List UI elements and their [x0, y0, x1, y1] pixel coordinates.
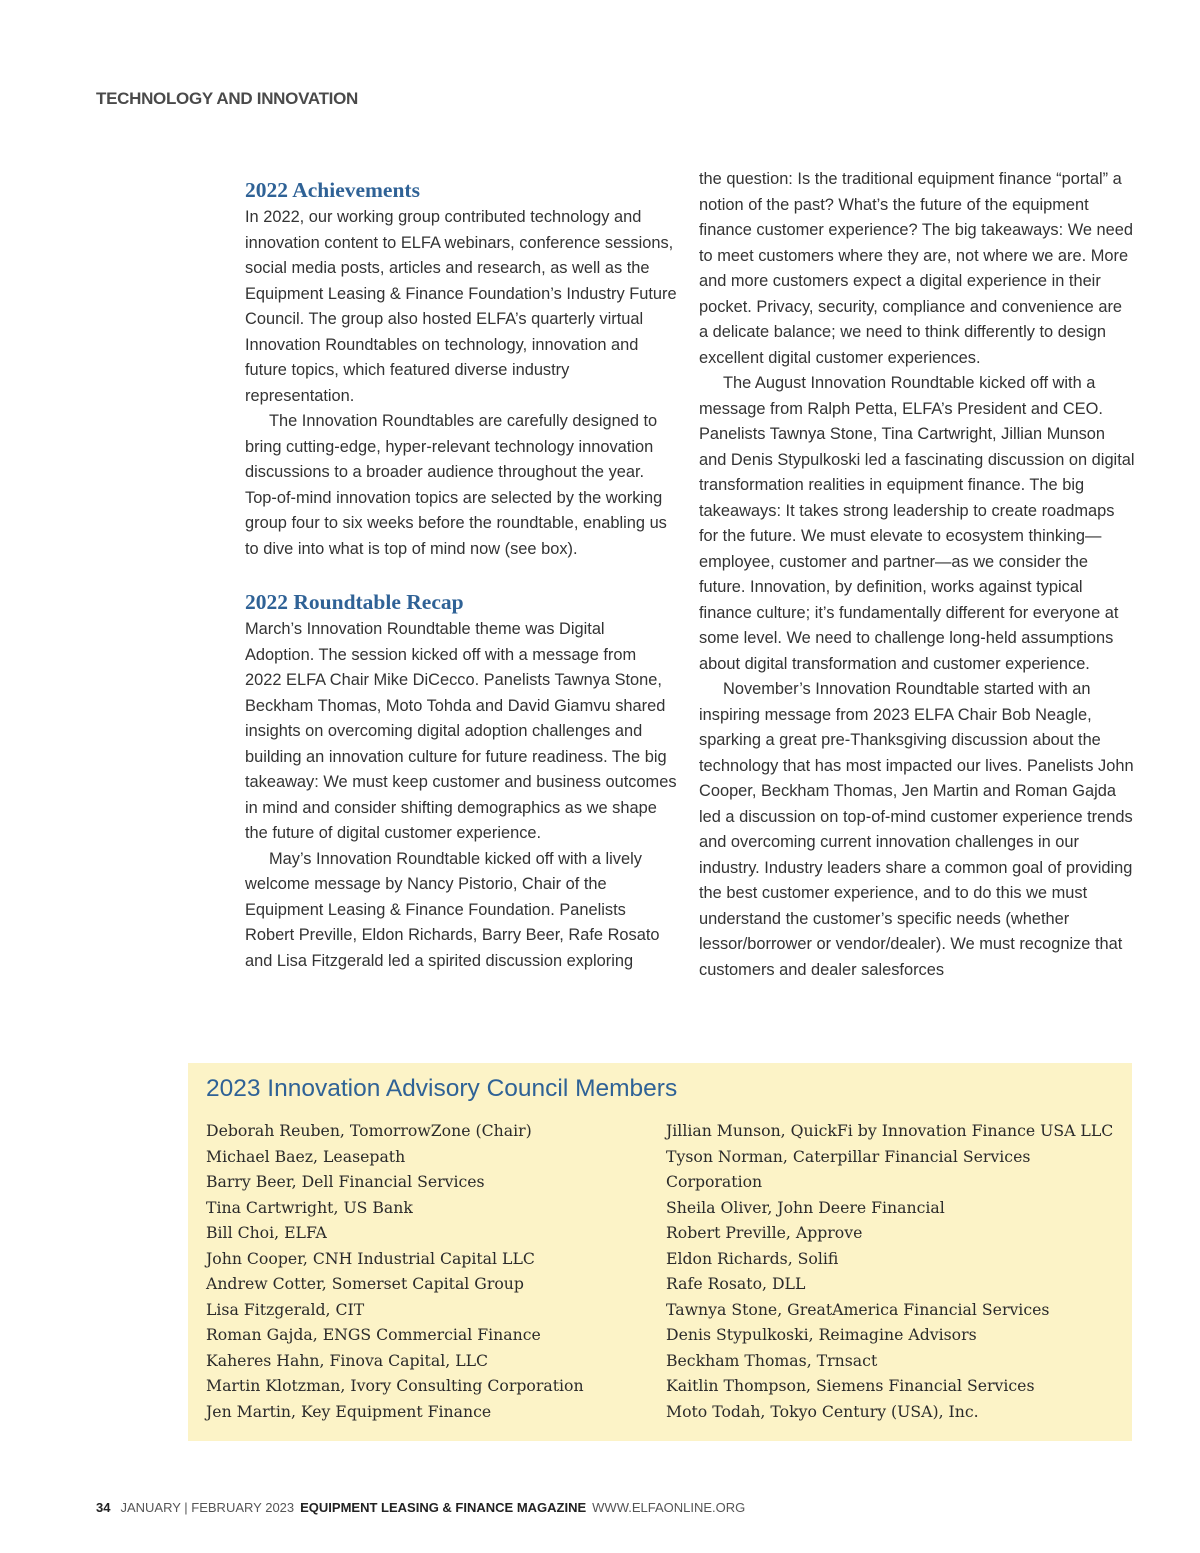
page-footer [96, 1500, 745, 1515]
member-item: Jen Martin, Key Equipment Finance [206, 1401, 492, 1421]
member-item: Beckham Thomas, Trnsact [666, 1350, 878, 1370]
paragraph: November’s Innovation Roundtable started with an inspiring message from 2023 ELFA Chair Bob Neagle, sparking a great pre-Thanksgiving discussion about the technology that has most impacted our lives. Panelists John Cooper, Beckham Thomas, Jen Martin and Roman Gajda led a discussion on top-of-mind customer experience trends and overcoming current innovation challenges in our industry. Industry leaders share a common goal of providing the best customer experience, and to do this we must understand the customer’s specific needs (whether lessor/borrower or vendor/dealer). We must recognize that customers and dealer salesforces [699, 680, 1134, 979]
member-item: Michael Baez, Leasepath [206, 1146, 406, 1166]
member-item: Andrew Cotter, Somerset Capital Group [206, 1274, 524, 1293]
member-item: Lisa Fitzgerald, CIT [206, 1299, 365, 1319]
website-url: WWW.ELFAONLINE.ORG [592, 1500, 746, 1515]
member-item: Moto Todah, Tokyo Century (USA), Inc. [666, 1401, 979, 1421]
paragraph: May’s Innovation Roundtable kicked off with a lively welcome message by Nancy Pistorio, Chair of the Equipment Leasing & Finance Foundation. Panelists Robert Preville, Eldon Richards, Barry Beer, Rafe Rosato and Lisa Fitzgerald led a spirited discussion exploring [245, 849, 660, 970]
member-item: Martin Klotzman, Ivory Consulting Corporation [206, 1376, 584, 1395]
member-item: Rafe Rosato, DLL [666, 1274, 806, 1293]
member-item: Eldon Richards, Solifi [666, 1248, 839, 1268]
article-column-left [245, 175, 677, 974]
member-item: John Cooper, CNH Industrial Capital LLC [206, 1248, 535, 1268]
member-item: Sheila Oliver, John Deere Financial [666, 1197, 945, 1217]
paragraph: March’s Innovation Roundtable theme was Digital Adoption. The session kicked off with a message from 2022 ELFA Chair Mike DiCecco. Panelists Tawnya Stone, Beckham Thomas, Moto Tohda and David Giamvu shared insights on overcoming digital adoption challenges and building an innovation culture for future readiness. The big takeaway: We must keep customer and business outcomes in mind and consider shifting demographics as we shape the future of digital customer experience. [245, 620, 677, 842]
member-item: Roman Gajda, ENGS Commercial Finance [206, 1325, 541, 1344]
member-item: Tyson Norman, Caterpillar Financial Services Corporation [666, 1146, 1031, 1191]
page-number: 34 [96, 1500, 111, 1515]
issue-date: JANUARY | FEBRUARY 2023 [120, 1500, 295, 1515]
magazine-name: EQUIPMENT LEASING & FINANCE MAGAZINE [300, 1500, 587, 1515]
member-item: Kaitlin Thompson, Siemens Financial Services [666, 1376, 1035, 1395]
paragraph: The August Innovation Roundtable kicked off with a message from Ralph Petta, ELFA’s President and CEO. Panelists Tawnya Stone, Tina Cartwright, Jillian Munson and Denis Stypulkoski led a fascinating discussion on digital transformation realities in equipment finance. The big takeaways: It takes strong leadership to create roadmaps for the future. We must elevate to ecosystem thinking—employee, customer and partner—as we consider the future. Innovation, by definition, works against typical finance culture; it’s fundamentally different for everyone at some level. We need to challenge long-held assumptions about digital transformation and customer experience. [699, 374, 1135, 673]
member-item: Tina Cartwright, US Bank [206, 1197, 413, 1217]
member-item: Jillian Munson, QuickFi by Innovation Finance USA LLC [666, 1121, 1114, 1140]
member-item: Barry Beer, Dell Financial Services [206, 1172, 485, 1191]
heading-achievements: 2022 Achievements [245, 178, 420, 202]
council-list-left [206, 1118, 646, 1424]
member-item: Denis Stypulkoski, Reimagine Advisors [666, 1325, 977, 1344]
member-item: Tawnya Stone, GreatAmerica Financial Services [666, 1299, 1050, 1319]
paragraph: The Innovation Roundtables are carefully designed to bring cutting-edge, hyper-relevant technology innovation discussions to a broader audience throughout the year. Top-of-mind innovation topics are selected by the working group four to six weeks before the roundtable, enabling us to dive into what is top of mind now (see box). [245, 412, 667, 558]
paragraph: the question: Is the traditional equipment finance “portal” a notion of the past? What’s the future of the equipment finance customer experience? The big takeaways: We need to meet customers where they are, not where we are. More and more customers expect a digital experience in their pocket. Privacy, security, compliance and convenience are a delicate balance; we need to think differently to design excellent digital customer experiences. [699, 170, 1133, 367]
council-title: 2023 Innovation Advisory Council Members [206, 1075, 678, 1102]
member-item: Robert Preville, Approve [666, 1223, 863, 1242]
article-column-right [699, 167, 1135, 983]
member-item: Bill Choi, ELFA [206, 1223, 327, 1242]
paragraph: In 2022, our working group contributed technology and innovation content to ELFA webinars, conference sessions, social media posts, articles and research, as well as the Equipment Leasing & Finance Foundation’s Industry Future Council. The group also hosted ELFA’s quarterly virtual Innovation Roundtables on technology, innovation and future topics, which featured diverse industry representation. [245, 208, 677, 405]
council-list-right [666, 1118, 1128, 1424]
section-label: TECHNOLOGY AND INNOVATION [96, 89, 358, 108]
council-members-box [188, 1063, 1132, 1441]
member-item: Kaheres Hahn, Finova Capital, LLC [206, 1350, 489, 1370]
member-item: Deborah Reuben, TomorrowZone (Chair) [206, 1121, 532, 1140]
heading-roundtable-recap: 2022 Roundtable Recap [245, 590, 464, 614]
